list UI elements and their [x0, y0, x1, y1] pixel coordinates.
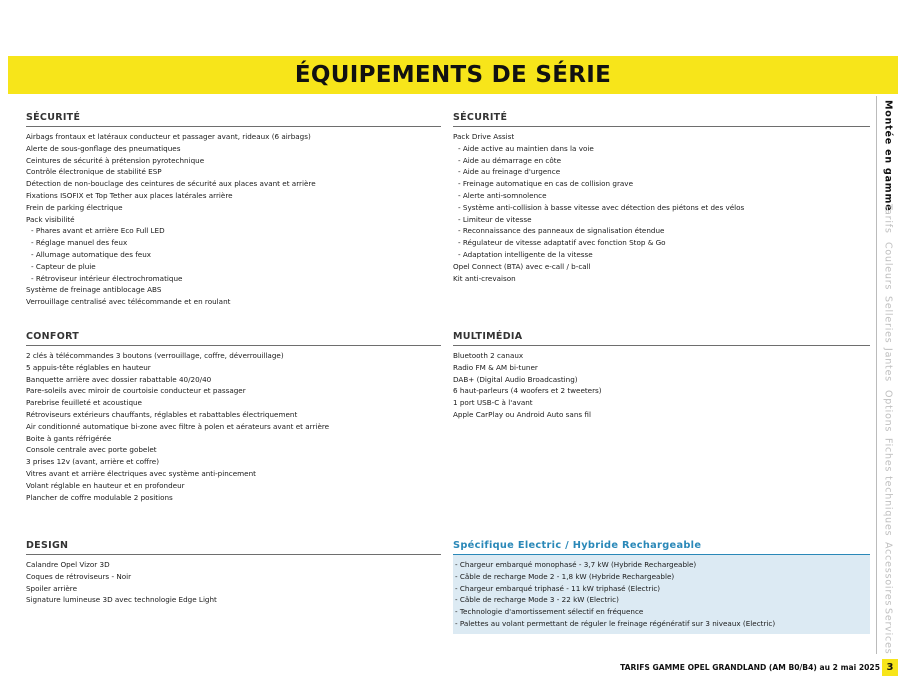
list-item: Volant réglable en hauteur et en profondeur: [26, 480, 185, 490]
list-item: Rétroviseurs extérieurs chauffants, réglables et rabattables électriquement: [26, 409, 298, 419]
list-item: Contrôle électronique de stabilité ESP: [26, 167, 162, 177]
list-item: - Adaptation intelligente de la vitesse: [458, 249, 593, 259]
list-item: - Allumage automatique des feux: [31, 249, 152, 259]
specifique-electric-section: [453, 539, 870, 634]
list-item: Pack visibilité: [26, 214, 75, 224]
nav-item-montee-en-gamme[interactable]: Montée en gamme: [882, 100, 894, 212]
list-item: Calandre Opel Vizor 3D: [26, 560, 110, 569]
list-item: Console centrale avec porte gobelet: [26, 445, 157, 455]
list-item: - Câble de recharge Mode 2 - 1,8 kW (Hybride Rechargeable): [455, 571, 675, 581]
list-item: Bluetooth 2 canaux: [453, 351, 524, 360]
nav-item-accessoires[interactable]: Accessoires: [882, 542, 894, 607]
list-item: Coques de rétroviseurs - Noir: [26, 571, 132, 581]
securite-section-right: [453, 111, 870, 284]
list-item: - Technologie d'amortissement sélectif en fréquence: [455, 607, 644, 617]
list-item: Frein de parking électrique: [26, 202, 123, 212]
list-item: Air conditionné automatique bi-zone avec filtre à polen et aérateurs avant et arrière: [26, 421, 330, 431]
list-item: Alerte de sous-gonflage des pneumatiques: [26, 143, 181, 153]
nav-item-options[interactable]: Options: [882, 390, 894, 433]
feature-list: [26, 127, 441, 308]
page-title: ÉQUIPEMENTS DE SÉRIE: [294, 62, 612, 88]
nav-item-selleries[interactable]: Selleries: [882, 296, 894, 344]
list-item: - Aide au démarrage en côte: [458, 155, 562, 165]
list-item: Ceintures de sécurité à prétension pyrotechnique: [26, 155, 205, 165]
list-item: Boite à gants réfrigérée: [26, 433, 112, 443]
nav-item-couleurs[interactable]: Couleurs: [882, 242, 894, 291]
list-item: Vitres avant et arrière électriques avec système anti-pincement: [26, 468, 256, 478]
list-item: - Reconnaissance des panneaux de signalisation étendue: [458, 226, 665, 236]
list-item: - Freinage automatique en cas de collision grave: [458, 179, 633, 189]
design-section: [26, 539, 441, 606]
section-heading: MULTIMÉDIA: [453, 330, 870, 346]
section-heading: CONFORT: [26, 330, 441, 346]
list-item: - Aide au freinage d'urgence: [458, 167, 561, 177]
list-item: - Palettes au volant permettant de réguler le freinage régénératif sur 3 niveaux (Electric): [455, 618, 776, 628]
list-item: Fixations ISOFIX et Top Tether aux places latérales arrière: [26, 190, 233, 200]
list-item: Pack Drive Assist: [453, 132, 515, 141]
list-item: 5 appuis-tête réglables en hauteur: [26, 362, 151, 372]
section-heading: SÉCURITÉ: [26, 111, 441, 127]
list-item: 2 clés à télécommandes 3 boutons (verrouillage, coffre, déverrouillage): [26, 351, 284, 360]
feature-list: [453, 346, 870, 421]
nav-item-jantes[interactable]: Jantes: [882, 348, 894, 382]
feature-list: [26, 346, 441, 503]
list-item: - Aide active au maintien dans la voie: [458, 143, 594, 153]
list-item: Système de freinage antiblocage ABS: [26, 285, 162, 295]
list-item: - Rétroviseur intérieur électrochromatique: [31, 273, 183, 283]
list-item: 6 haut-parleurs (4 woofers et 2 tweeters): [453, 386, 602, 396]
side-navigation: [876, 96, 898, 654]
list-item: Parebrise feuilleté et acoustique: [26, 398, 142, 408]
list-item: - Limiteur de vitesse: [458, 214, 532, 224]
page-number: 3: [882, 659, 898, 676]
feature-list: [453, 555, 870, 634]
feature-list: [26, 555, 441, 606]
list-item: Plancher de coffre modulable 2 positions: [26, 492, 173, 502]
list-item: - Système anti-collision à basse vitesse avec détection des piétons et des vélos: [458, 202, 745, 212]
list-item: DAB+ (Digital Audio Broadcasting): [453, 374, 578, 384]
list-item: 1 port USB-C à l'avant: [453, 398, 533, 408]
list-item: Radio FM & AM bi-tuner: [453, 362, 538, 372]
list-item: - Chargeur embarqué triphasé - 11 kW triphasé (Electric): [455, 583, 661, 593]
list-item: - Alerte anti-somnolence: [458, 190, 547, 200]
list-item: - Réglage manuel des feux: [31, 238, 128, 248]
list-item: Apple CarPlay ou Android Auto sans fil: [453, 409, 591, 419]
list-item: Spoiler arrière: [26, 583, 78, 593]
list-item: Banquette arrière avec dossier rabattable 40/20/40: [26, 374, 212, 384]
list-item: Airbags frontaux et latéraux conducteur et passager avant, rideaux (6 airbags): [26, 132, 311, 141]
list-item: Détection de non-bouclage des ceintures de sécurité aux places avant et arrière: [26, 179, 316, 189]
list-item: Kit anti-crevaison: [453, 273, 516, 283]
list-item: Verrouillage centralisé avec télécommande et en roulant: [26, 297, 231, 307]
list-item: 3 prises 12v (avant, arrière et coffre): [26, 457, 160, 467]
list-item: Opel Connect (BTA) avec e-call / b-call: [453, 261, 591, 271]
securite-section-left: [26, 111, 441, 308]
title-banner: [8, 56, 898, 94]
nav-item-fiches-techniques[interactable]: Fiches techniques: [882, 438, 894, 537]
list-item: - Câble de recharge Mode 3 - 22 kW (Electric): [455, 595, 619, 605]
feature-list: [453, 127, 870, 284]
nav-item-services[interactable]: Services: [882, 608, 894, 655]
section-heading: DESIGN: [26, 539, 441, 555]
list-item: - Capteur de pluie: [31, 261, 96, 271]
section-heading: SÉCURITÉ: [453, 111, 870, 127]
multimedia-section: [453, 330, 870, 421]
list-item: - Régulateur de vitesse adaptatif avec fonction Stop & Go: [458, 238, 666, 248]
nav-item-tarifs[interactable]: Tarifs: [882, 204, 894, 234]
list-item: Signature lumineuse 3D avec technologie Edge Light: [26, 595, 217, 605]
list-item: - Chargeur embarqué monophasé - 3,7 kW (Hybride Rechargeable): [455, 560, 697, 569]
section-heading: Spécifique Electric / Hybride Rechargeable: [453, 539, 870, 555]
confort-section: [26, 330, 441, 503]
list-item: Pare-soleils avec miroir de courtoisie conducteur et passager: [26, 386, 246, 396]
list-item: - Phares avant et arrière Eco Full LED: [31, 226, 165, 236]
footer-text: TARIFS GAMME OPEL GRANDLAND (AM B0/B4) au 2 mai 2025: [620, 663, 880, 672]
